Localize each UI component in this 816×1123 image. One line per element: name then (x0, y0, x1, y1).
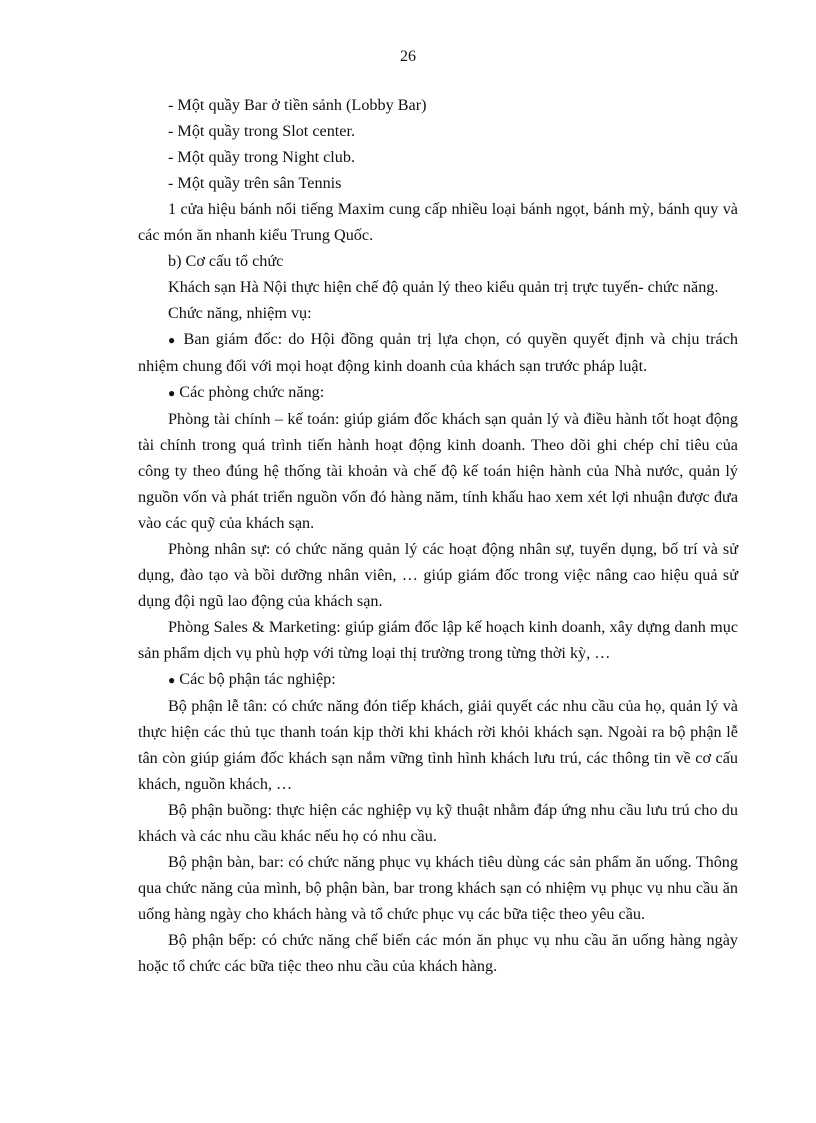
bullet-operations (138, 666, 738, 693)
bullet-board-text: Ban giám đốc: do Hội đồng quản trị lựa chọn, có quyền quyết định và chịu trách nhiệm chung đối với mọi hoạt động kinh doanh của khách sạn trước pháp luật. (138, 330, 739, 375)
list-item-tennis: - Một quầy trên sân Tennis (168, 174, 342, 192)
bullet-icon: ● (168, 333, 178, 347)
paragraph-sales: Phòng Sales & Marketing: giúp giám đốc lập kế hoạch kinh doanh, xây dựng danh mục sản phẩm dịch vụ phù hợp với từng loại thị trường trong từng thời kỳ, … (138, 618, 738, 662)
paragraph-management: Khách sạn Hà Nội thực hiện chế độ quản lý theo kiểu quản trị trực tuyến- chức năng. (168, 278, 719, 296)
paragraph-bakery: 1 cửa hiệu bánh nổi tiếng Maxim cung cấp nhiều loại bánh ngọt, bánh mỳ, bánh quy và các món ăn nhanh kiểu Trung Quốc. (138, 200, 738, 244)
list-item-night-club: - Một quầy trong Night club. (168, 148, 356, 166)
paragraph-kitchen: Bộ phận bếp: có chức năng chế biến các món ăn phục vụ nhu cầu ăn uống hàng ngày hoặc tổ chức các bữa tiệc theo nhu cầu của khách hàng. (138, 931, 738, 975)
paragraph-food-beverage: Bộ phận bàn, bar: có chức năng phục vụ khách tiêu dùng các sản phẩm ăn uống. Thông qua chức năng của mình, bộ phận bàn, bar trong khách sạn có nhiệm vụ phục vụ nhu cầu ăn uống hàng ngày cho khách hàng và tổ chức phục vụ các bữa tiệc theo yêu cầu. (138, 853, 738, 923)
list-item-lobby-bar: - Một quầy Bar ở tiền sảnh (Lobby Bar) (168, 96, 427, 114)
bullet-icon: ● (168, 673, 176, 687)
bullet-icon: ● (168, 386, 176, 400)
bullet-board (138, 326, 738, 379)
list-item-slot-center: - Một quầy trong Slot center. (168, 122, 356, 140)
bullet-departments-text: Các phòng chức năng: (179, 383, 325, 401)
bullet-operations-text: Các bộ phận tác nghiệp: (179, 670, 336, 688)
heading-functions: Chức năng, nhiệm vụ: (168, 304, 312, 322)
page-number: 26 (400, 48, 416, 65)
paragraph-hr: Phòng nhân sự: có chức năng quản lý các hoạt động nhân sự, tuyển dụng, bố trí và sử dụng, đào tạo và bồi dưỡng nhân viên, … giúp giám đốc trong việc nâng cao hiệu quả sử dụng đội ngũ lao động của khách sạn. (138, 540, 738, 610)
paragraph-finance: Phòng tài chính – kế toán: giúp giám đốc khách sạn quản lý và điều hành tốt hoạt động tài chính trong quá trình tiến hành hoạt động kinh doanh. Theo dõi ghi chép chỉ tiêu của công ty theo đúng hệ thống tài khoản và chế độ kế toán hiện hành của Nhà nước, quản lý nguồn vốn và phát triển nguồn vốn đó hàng năm, tính khấu hao xem xét lợi nhuận được đưa vào các quỹ của khách sạn. (138, 410, 738, 532)
paragraph-housekeeping: Bộ phận buồng: thực hiện các nghiệp vụ kỹ thuật nhằm đáp ứng nhu cầu lưu trú cho du khách và các nhu cầu khác nếu họ có nhu cầu. (138, 801, 738, 845)
document-body (138, 92, 738, 979)
bullet-departments (138, 379, 738, 406)
heading-organization: b) Cơ cấu tổ chức (168, 252, 284, 270)
paragraph-reception: Bộ phận lễ tân: có chức năng đón tiếp khách, giải quyết các nhu cầu của họ, quản lý và thực hiện các thủ tục thanh toán kịp thời khi khách rời khỏi khách sạn. Ngoài ra bộ phận lễ tân còn giúp giám đốc khách sạn nắm vững tình hình khách lưu trú, các thông tin về cơ cấu khách, nguồn khách, … (138, 697, 738, 793)
